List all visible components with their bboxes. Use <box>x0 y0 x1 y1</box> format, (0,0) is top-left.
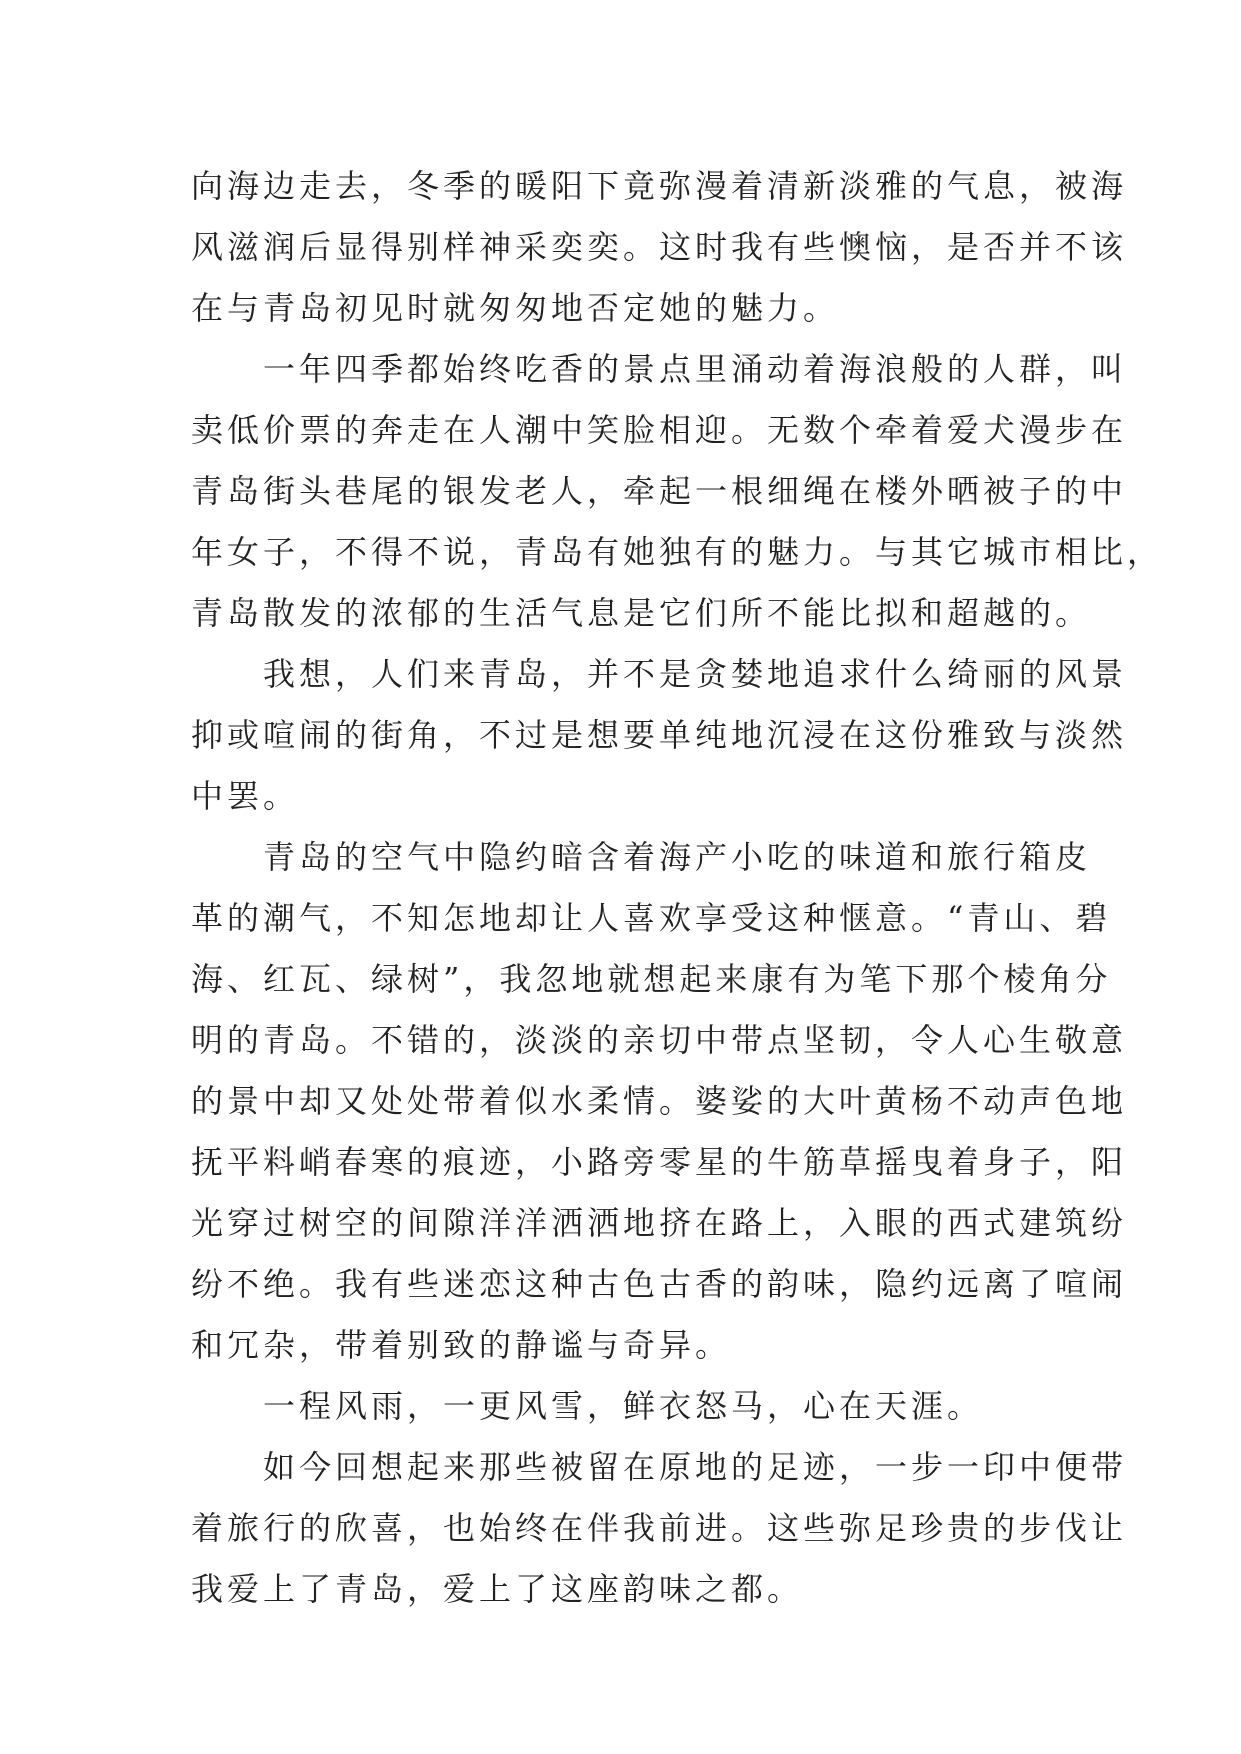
text-line: 青岛的空气中隐约暗含着海产小吃的味道和旅行箱皮 <box>263 838 1092 876</box>
text-line: 一年四季都始终吃香的景点里涌动着海浪般的人群，叫 <box>263 350 1128 388</box>
text-line: 如今回想起来那些被留在原地的足迹，一步一印中便带 <box>263 1448 1128 1486</box>
text-line: 纷不绝。我有些迷恋这种古色古香的韵味，隐约远离了喧闹 <box>191 1265 1128 1303</box>
text-line: 年女子，不得不说，青岛有她独有的魅力。与其它城市相比， <box>191 533 1164 571</box>
text-line: 中罢。 <box>191 777 300 815</box>
text-line: 的景中却又处处带着似水柔情。婆娑的大叶黄杨不动声色地 <box>191 1082 1128 1120</box>
text-line: 着旅行的欣喜，也始终在伴我前进。这些弥足珍贵的步伐让 <box>191 1509 1128 1547</box>
text-line: 青岛散发的浓郁的生活气息是它们所不能比拟和超越的。 <box>191 594 1092 632</box>
text-line: 抑或喧闹的街角，不过是想要单纯地沉浸在这份雅致与淡然 <box>191 716 1128 754</box>
text-line: 明的青岛。不错的，淡淡的亲切中带点坚韧，令人心生敬意 <box>191 1021 1128 1059</box>
text-line: 在与青岛初见时就匆匆地否定她的魅力。 <box>191 289 840 327</box>
text-line: 光穿过树空的间隙洋洋洒洒地挤在路上，入眼的西式建筑纷 <box>191 1204 1128 1242</box>
text-line: 我爱上了青岛，爱上了这座韵味之都。 <box>191 1570 804 1608</box>
text-line: 风滋润后显得别样神采奕奕。这时我有些懊恼，是否并不该 <box>191 228 1128 266</box>
article-body <box>191 156 1164 1620</box>
text-line: 一程风雨，一更风雪，鲜衣怒马，心在天涯。 <box>263 1387 984 1425</box>
text-line: 青岛街头巷尾的银发老人，牵起一根细绳在楼外晒被子的中 <box>191 472 1128 510</box>
text-line: 抚平料峭春寒的痕迹，小路旁零星的牛筋草摇曳着身子，阳 <box>191 1143 1128 1181</box>
text-line: 我想，人们来青岛，并不是贪婪地追求什么绮丽的风景 <box>263 655 1128 693</box>
text-line: 向海边走去，冬季的暖阳下竟弥漫着清新淡雅的气息，被海 <box>191 167 1128 205</box>
text-line: 海、红瓦、绿树”，我忽地就想起来康有为笔下那个棱角分 <box>191 960 1112 998</box>
text-line: 和冗杂，带着别致的静谧与奇异。 <box>191 1326 732 1364</box>
text-line: 卖低价票的奔走在人潮中笑脸相迎。无数个牵着爱犬漫步在 <box>191 411 1128 449</box>
text-line: 革的潮气，不知怎地却让人喜欢享受这种惬意。“青山、碧 <box>191 899 1112 937</box>
